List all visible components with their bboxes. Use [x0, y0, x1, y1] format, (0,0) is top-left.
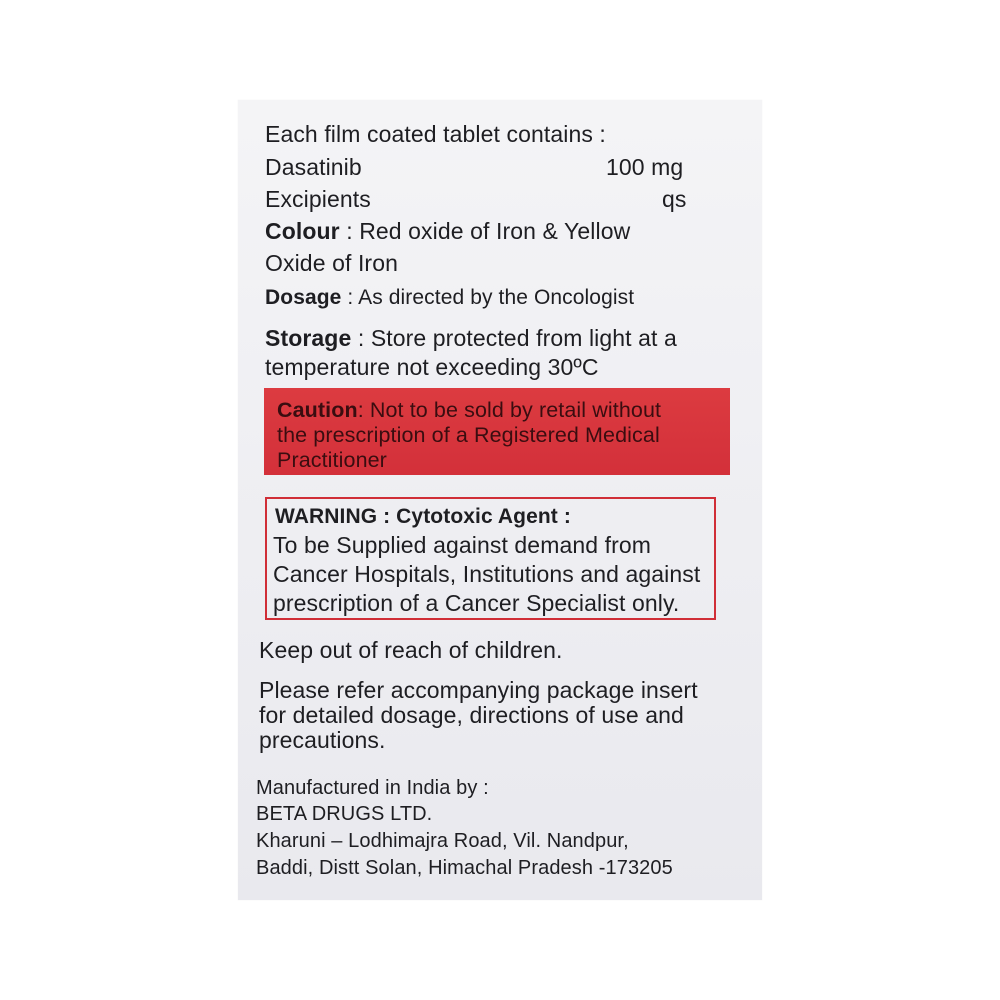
colour-line	[265, 217, 630, 245]
refer-text: for detailed dosage, directions of use and	[259, 702, 684, 728]
colour-separator: :	[339, 218, 360, 244]
ingredient-amount: 100 mg	[606, 154, 684, 180]
colour-text-cont: Oxide of Iron	[265, 250, 398, 276]
refer-text: precautions.	[259, 727, 386, 753]
storage-text: Store protected from light at a	[370, 325, 677, 351]
warning-text: prescription of a Cancer Specialist only.	[273, 590, 680, 616]
ingredient-amount: qs	[662, 186, 687, 212]
caution-text: : Not to be sold by retail without	[357, 398, 662, 422]
warning-title: WARNING : Cytotoxic Agent :	[275, 505, 571, 528]
storage-text-cont: temperature not exceeding 30ºC	[265, 354, 599, 380]
caution-line	[277, 397, 661, 423]
colour-text: Red oxide of Iron & Yellow	[359, 218, 631, 244]
manufacturer-address: Kharuni – Lodhimajra Road, Vil. Nandpur,	[256, 830, 629, 852]
storage-separator: :	[351, 325, 371, 351]
warning-text: To be Supplied against demand from	[273, 532, 652, 558]
caution-box	[264, 388, 730, 475]
dosage-text: As directed by the Oncologist	[358, 286, 635, 309]
composition-heading: Each film coated tablet contains :	[265, 121, 606, 147]
storage-line	[265, 324, 677, 352]
caution-text-cont: the prescription of a Registered Medical	[277, 423, 660, 447]
dosage-label: Dosage	[265, 286, 342, 309]
ingredient-name: Dasatinib	[265, 154, 362, 180]
warning-box	[265, 497, 716, 620]
caution-text-cont: Practitioner	[277, 448, 387, 472]
manufacturer-address: Baddi, Distt Solan, Himachal Pradesh -173205	[256, 857, 673, 879]
manufacturer-name: BETA DRUGS LTD.	[256, 803, 433, 825]
dosage-line	[265, 284, 634, 312]
ingredient-name: Excipients	[265, 186, 371, 212]
refer-text: Please refer accompanying package insert	[259, 677, 698, 703]
storage-label: Storage	[265, 325, 352, 351]
dosage-separator: :	[341, 286, 359, 309]
caution-label: Caution	[277, 398, 358, 422]
warning-text: Cancer Hospitals, Institutions and against	[273, 561, 701, 587]
manufacturer-intro: Manufactured in India by :	[256, 777, 489, 799]
keep-out-notice: Keep out of reach of children.	[259, 637, 563, 663]
colour-label: Colour	[265, 218, 340, 244]
